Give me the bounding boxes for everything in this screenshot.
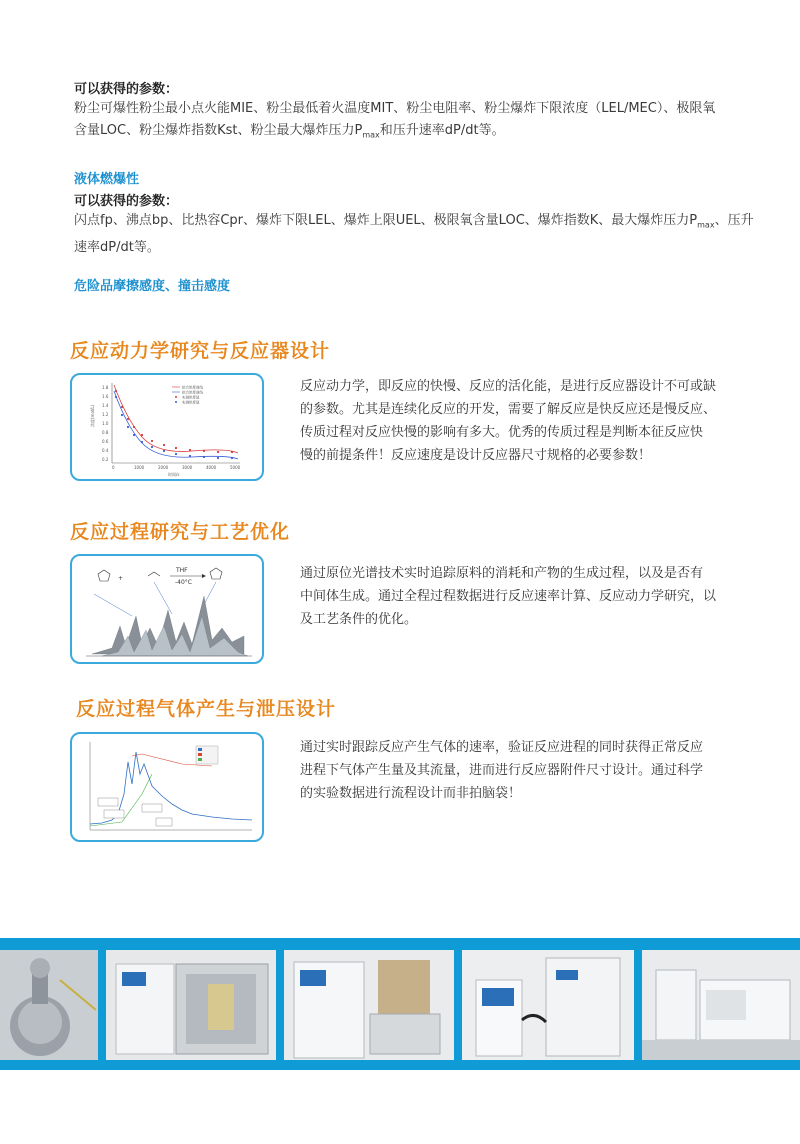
section2-line: 中间体生成。通过全程过程数据进行反应速率计算、反应动力学研究，以 (300, 589, 717, 604)
liquid-params-text (74, 210, 764, 259)
chart-legend (172, 385, 203, 405)
annotation-box (98, 798, 118, 806)
powder-params-title: 可以获得的参数： (74, 82, 179, 97)
y-tick: 1.4 (102, 403, 109, 408)
x-tick: 1000 (134, 465, 145, 470)
section3-line: 通过实时跟踪反应产生气体的速率，验证反应进程的同时获得正常反应 (300, 740, 704, 755)
section1-line: 传质过程对反应快慢的影响有多大。优秀的传质过程是判断本征反应快 (300, 425, 704, 440)
section2-text (300, 562, 760, 631)
x-tick: 3000 (182, 465, 193, 470)
analyzer-photo (642, 950, 800, 1060)
section1-title: 反应动力学研究与反应器设计 (70, 340, 331, 362)
gas-chart-card (70, 732, 264, 842)
x-tick: 4000 (206, 465, 217, 470)
liquid-heading: 液体燃爆性 (74, 172, 140, 187)
powder-line-2-b: 和压升速率dP/dt等。 (379, 123, 505, 138)
legend-entry: 拟合浓度曲线 (182, 385, 203, 390)
powder-params-text (74, 98, 764, 147)
measured-points-red (115, 390, 233, 453)
chiller-photo (462, 950, 634, 1060)
powder-line-2-a: 含量LOC、粉尘爆炸指数Kst、粉尘最大爆炸压力P (74, 123, 363, 138)
gas-chart (72, 734, 262, 840)
svg-text:+: + (118, 575, 124, 582)
hazard-heading: 危险品摩擦感度、撞击感度 (74, 279, 231, 294)
liquid-line-1-a: 闪点fp、沸点bp、比热容Cpr、爆炸下限LEL、爆炸上限UEL、极限氧含量LOC、爆炸指数K、最大爆炸压力P (74, 213, 698, 228)
section2-line: 及工艺条件的优化。 (300, 612, 418, 627)
fit-curve-red (114, 385, 238, 453)
spectra-card (70, 554, 264, 664)
y-tick: 1.0 (102, 421, 109, 426)
section3-title: 反应过程气体产生与泄压设计 (76, 698, 337, 720)
section2-title: 反应过程研究与工艺优化 (70, 521, 291, 543)
kinetics-chart (72, 375, 262, 479)
section3-line: 的实验数据进行流程设计而非拍脑袋！ (300, 786, 522, 801)
powder-line-1: 粉尘可爆性粉尘最小点火能MIE、粉尘最低着火温度MIT、粉尘电阻率、粉尘爆炸下限浓度（LEL/MEC）、极限氧 (74, 101, 716, 116)
legend-entry: 拟合浓度曲线 (182, 390, 203, 395)
equipment-photo-band (0, 938, 800, 1070)
y-tick: 1.8 (102, 385, 109, 390)
liquid-line-1-sub: max (697, 220, 715, 230)
reagent-label: THF (176, 567, 188, 574)
section1-line: 的参数。尤其是连续化反应的开发，需要了解反应是快反应还是慢反应、 (300, 402, 717, 417)
legend-entry: 实测浓度值 (182, 400, 200, 405)
legend-entry: 实测浓度值 (182, 395, 200, 400)
liquid-params-title: 可以获得的参数： (74, 194, 179, 209)
y-tick: 1.6 (102, 394, 109, 399)
kinetics-chart-card (70, 373, 264, 481)
powder-line-2-sub: max (362, 130, 380, 140)
annotation-box (142, 804, 162, 812)
calorimeter-photo (106, 950, 276, 1060)
y-tick: 0.4 (102, 448, 109, 453)
section3-line: 进程下气体产生量及其流量，进而进行反应器附件尺寸设计。通过科学 (300, 763, 704, 778)
y-tick: 1.2 (102, 412, 109, 417)
temp-label: -40°C (175, 579, 192, 586)
x-tick: 0 (112, 465, 115, 470)
section1-line: 慢的前提条件！反应速度是设计反应器尺寸规格的必要参数！ (300, 448, 652, 463)
x-axis-label: 时间/s (168, 472, 180, 477)
instrument-photo (284, 950, 454, 1060)
y-axis-label: 浓度(mol/L) (90, 404, 95, 427)
powder-line-2 (74, 120, 764, 147)
y-tick: 0.6 (102, 439, 109, 444)
section1-text (300, 375, 760, 467)
section1-line: 反应动力学，即反应的快慢、反应的活化能，是进行反应器设计不可或缺 (300, 379, 717, 394)
x-tick: 5000 (230, 465, 241, 470)
liquid-line-2: 速率dP/dt等。 (74, 239, 160, 255)
y-tick: 0.8 (102, 430, 109, 435)
spectra-illustration (72, 556, 262, 662)
section3-text (300, 736, 760, 805)
x-tick: 2000 (158, 465, 169, 470)
liquid-line-1 (74, 210, 764, 237)
y-tick: 0.2 (102, 457, 109, 462)
liquid-line-1-b: 、压升 (714, 213, 754, 228)
annotation-box (104, 810, 124, 818)
annotation-box (156, 818, 172, 826)
reactor-photo (0, 950, 98, 1060)
section2-line: 通过原位光谱技术实时追踪原料的消耗和产物的生成过程，以及是否有 (300, 566, 704, 581)
